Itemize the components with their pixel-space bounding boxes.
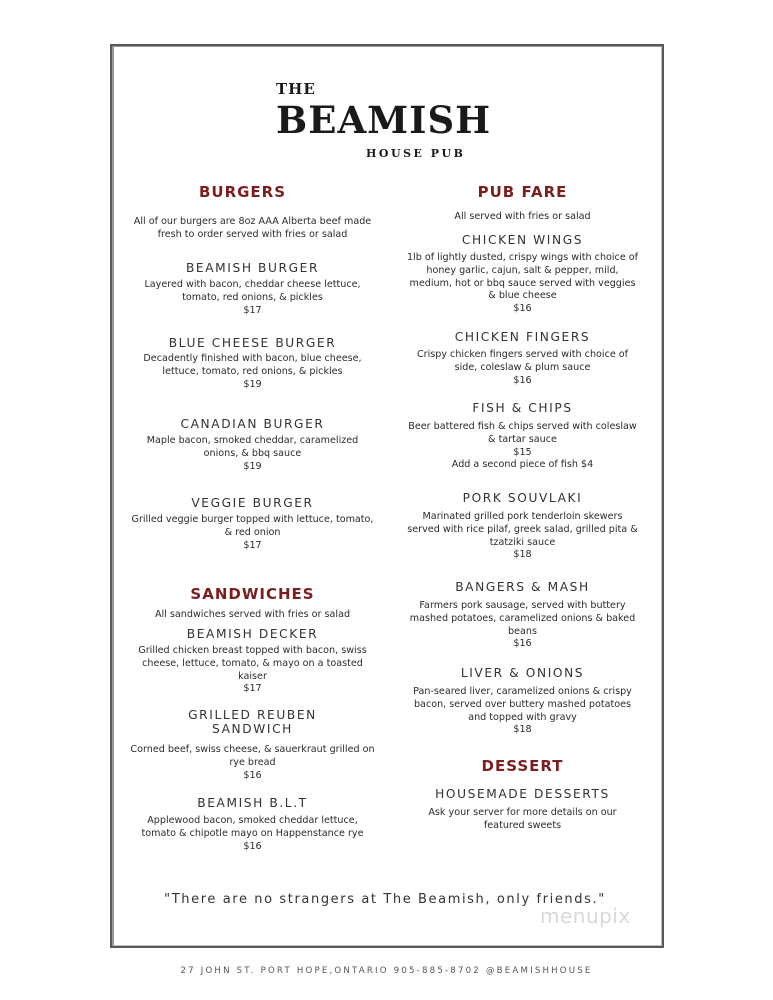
right-column — [405, 0, 640, 1000]
menu-item-price: $16 — [243, 769, 262, 781]
address-footer: 27 JOHN ST. PORT HOPE,ONTARIO 905-885-8702 @BEAMISHHOUSE — [180, 966, 593, 976]
menu-item-desc: Decadently finished with bacon, blue cheese, lettuce, tomato, red onions, & pickles $19 — [130, 353, 375, 391]
menu-item-desc: 1lb of lightly dusted, crispy wings with choice of honey garlic, cajun, salt & pepper, mild, medium, hot or bbq sauce served with veggies & blue cheese $16 — [406, 252, 639, 315]
menu-item-price: $17 — [243, 539, 262, 551]
menu-item-name: BANGERS & MASH — [455, 580, 590, 594]
menu-item-name: GRILLED REUBEN SANDWICH — [188, 708, 317, 736]
menu-item-name: LIVER & ONIONS — [460, 666, 585, 680]
section-title-sandwiches: SANDWICHES — [190, 585, 315, 603]
menu-item-price: $16 — [513, 303, 532, 315]
menu-item-price: $19 — [243, 460, 262, 472]
section-title-dessert: DESSERT — [481, 757, 564, 775]
menu-item-name: BEAMISH B.L.T — [197, 796, 308, 810]
menu-item-desc: Marinated grilled pork tenderloin skewers served with rice pilaf, greek salad, grilled pita & tzatziki sauce $18 — [405, 511, 640, 562]
menu-item-name: CANADIAN BURGER — [180, 417, 325, 431]
menu-item-desc: Corned beef, swiss cheese, & sauerkraut grilled on rye bread $16 — [130, 744, 375, 781]
section-title-pub-fare: PUB FARE — [477, 183, 568, 201]
menu-item-price: $17 — [243, 304, 262, 316]
menu-item-name: FISH & CHIPS — [472, 401, 573, 415]
menu-item-desc: Pan-seared liver, caramelized onions & crispy bacon, served over buttery mashed potatoes and topped with gravy $18 — [405, 686, 640, 737]
menu-item-name: VEGGIE BURGER — [191, 496, 314, 510]
menu-item-extra: Add a second piece of fish $4 — [451, 459, 594, 471]
watermark: menupix — [540, 904, 631, 928]
menu-item-price: $16 — [243, 840, 262, 852]
menu-item-desc: Crispy chicken fingers served with choice of side, coleslaw & plum sauce $16 — [405, 349, 640, 387]
menu-item-name: BEAMISH BURGER — [185, 261, 320, 275]
menu-item-desc: Ask your server for more details on our featured sweets — [428, 807, 617, 831]
menu-item-desc: Maple bacon, smoked cheddar, caramelized onions, & bbq sauce $19 — [130, 435, 375, 473]
menu-item-price: $15 — [513, 446, 532, 458]
pub-fare-note: All served with fries or salad — [454, 211, 591, 222]
quote: "There are no strangers at The Beamish, only friends." — [164, 892, 606, 907]
left-column — [130, 0, 375, 1000]
menu-item-price: $18 — [513, 549, 532, 561]
section-title-burgers: BURGERS — [198, 183, 287, 201]
menu-item-desc: Grilled veggie burger topped with lettuce, tomato, & red onion $17 — [131, 514, 374, 551]
menu-item-desc: Grilled chicken breast topped with bacon, swiss cheese, lettuce, tomato, & mayo on a toasted kaiser $17 — [130, 645, 375, 696]
logo-the: THE — [276, 80, 316, 98]
menu-item-price: $18 — [513, 724, 532, 736]
logo-title: BEAMISH — [276, 98, 492, 142]
menu-item-desc: Applewood bacon, smoked cheddar lettuce, tomato & chipotle mayo on Happenstance rye $16 — [130, 815, 375, 853]
menu-item-price: $16 — [513, 638, 532, 650]
menu-item-desc: Beer battered fish & chips served with coleslaw & tartar sauce $15 Add a second piece of fish $4 — [405, 421, 640, 472]
menu-item-desc: Farmers pork sausage, served with buttery mashed potatoes, caramelized onions & baked beans $16 — [405, 600, 640, 651]
menu-item-name: CHICKEN FINGERS — [454, 330, 591, 344]
sandwiches-note: All sandwiches served with fries or salad — [154, 609, 351, 620]
burgers-note: All of our burgers are 8oz AAA Alberta beef made fresh to order served with fries or salad — [133, 216, 372, 240]
menu-item-name: BEAMISH DECKER — [186, 627, 319, 641]
menu-item-price: $19 — [243, 378, 262, 390]
menu-item-desc: Layered with bacon, cheddar cheese lettuce, tomato, red onions, & pickles $17 — [130, 279, 375, 317]
menu-item-name: PORK SOUVLAKI — [462, 491, 583, 505]
menu-item-name: HOUSEMADE DESSERTS — [435, 787, 610, 801]
logo-subtitle: HOUSE PUB — [366, 147, 466, 160]
menu-item-name: CHICKEN WINGS — [461, 233, 584, 247]
menu-item-name: BLUE CHEESE BURGER — [168, 336, 337, 350]
menu-item-price: $16 — [513, 374, 532, 386]
menu-item-price: $17 — [243, 683, 262, 695]
